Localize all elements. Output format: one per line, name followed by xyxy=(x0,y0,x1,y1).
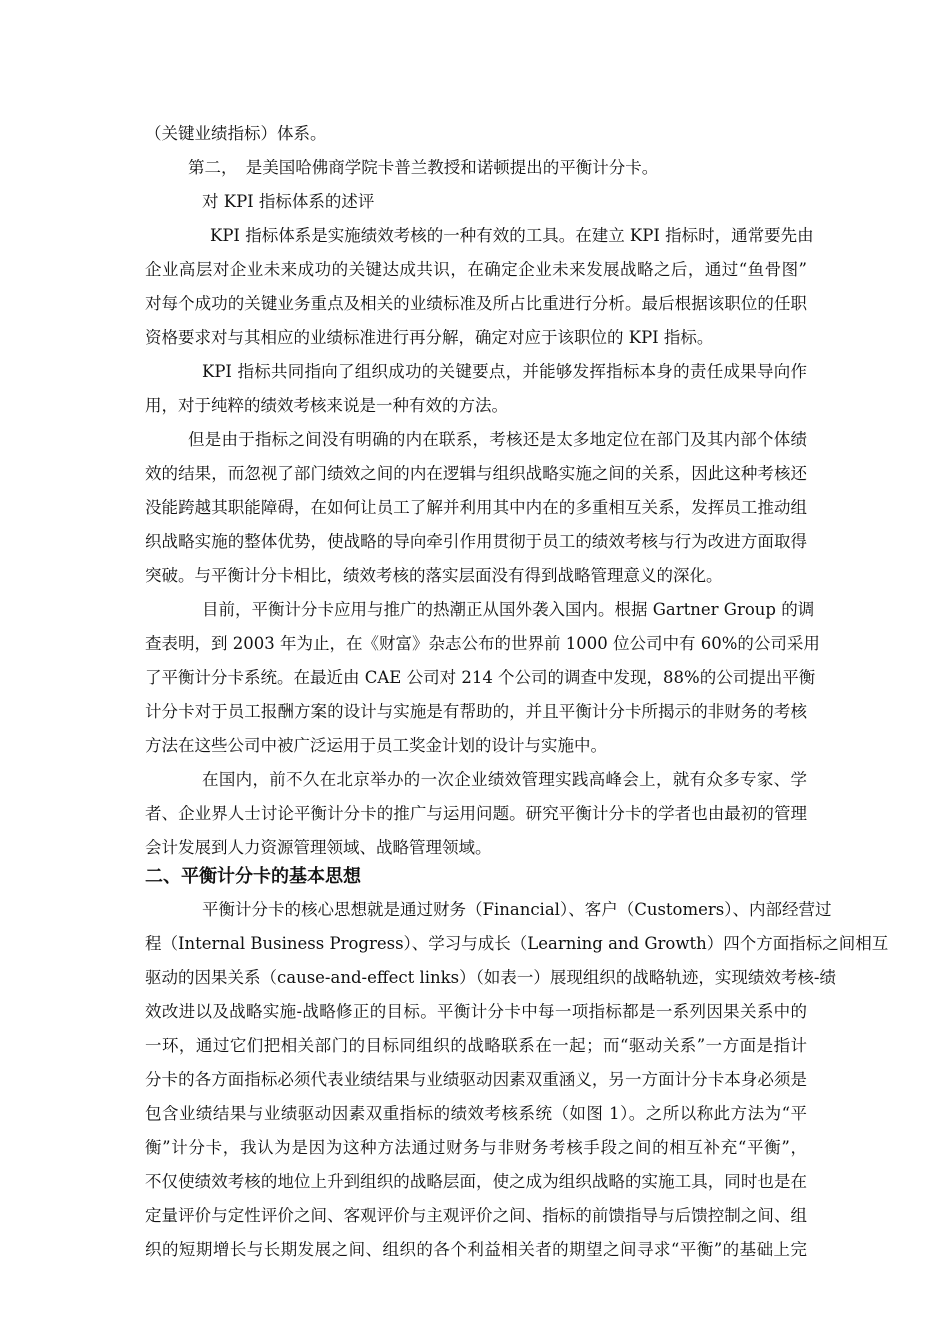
paragraph-line: 程（Internal Business Progress）、学习与成长（Learning and Growth）四个方面指标之间相互 xyxy=(145,934,889,953)
paragraph-line: （关键业绩指标）体系。 xyxy=(145,124,327,143)
paragraph-line: 一环，通过它们把相关部门的目标同组织的战略联系在一起；而“驱动关系”一方面是指计 xyxy=(145,1036,807,1055)
paragraph-line: 第二， 是美国哈佛商学院卡普兰教授和诺顿提出的平衡计分卡。 xyxy=(188,158,659,177)
paragraph-line: 计分卡对于员工报酬方案的设计与实施是有帮助的，并且平衡计分卡所揭示的非财务的考核 xyxy=(145,702,807,721)
paragraph-line: 了平衡计分卡系统。在最近由 CAE 公司对 214 个公司的调查中发现，88%的公司提出平衡 xyxy=(145,668,816,687)
paragraph-line: 在国内，前不久在北京举办的一次企业绩效管理实践高峰会上，就有众多专家、学 xyxy=(202,770,807,789)
paragraph-line: 分卡的各方面指标必须代表业绩结果与业绩驱动因素双重涵义，另一方面计分卡本身必须是 xyxy=(145,1070,807,1089)
paragraph-line: 没能跨越其职能障碍，在如何让员工了解并利用其中内在的多重相互关系，发挥员工推动组 xyxy=(145,498,807,517)
paragraph-line: 者、企业界人士讨论平衡计分卡的推广与运用问题。研究平衡计分卡的学者也由最初的管理 xyxy=(145,804,807,823)
paragraph-line: 包含业绩结果与业绩驱动因素双重指标的绩效考核系统（如图 1）。之所以称此方法为“平 xyxy=(145,1104,807,1123)
paragraph-line: 织战略实施的整体优势，使战略的导向牵引作用贯彻于员工的绩效考核与行为改进方面取得 xyxy=(145,532,807,551)
paragraph-line: 目前，平衡计分卡应用与推广的热潮正从国外袭入国内。根据 Gartner Group 的调 xyxy=(202,600,815,619)
paragraph-line: 平衡计分卡的核心思想就是通过财务（Financial）、客户（Customers）、内部经营过 xyxy=(202,900,832,919)
paragraph-line: 不仅使绩效考核的地位上升到组织的战略层面，使之成为组织战略的实施工具，同时也是在 xyxy=(145,1172,807,1191)
paragraph-line: 衡”计分卡，我认为是因为这种方法通过财务与非财务考核手段之间的相互补充“平衡”， xyxy=(145,1138,807,1157)
paragraph-line: 织的短期增长与长期发展之间、组织的各个利益相关者的期望之间寻求“平衡”的基础上完 xyxy=(145,1240,807,1259)
paragraph-line: 效改进以及战略实施-战略修正的目标。平衡计分卡中每一项指标都是一系列因果关系中的 xyxy=(145,1002,807,1021)
paragraph-line: 但是由于指标之间没有明确的内在联系，考核还是太多地定位在部门及其内部个体绩 xyxy=(188,430,807,449)
paragraph-line: 对每个成功的关键业务重点及相关的业绩标准及所占比重进行分析。最后根据该职位的任职 xyxy=(145,294,807,313)
paragraph-line: 定量评价与定性评价之间、客观评价与主观评价之间、指标的前馈指导与后馈控制之间、组 xyxy=(145,1206,807,1225)
paragraph-line: 用，对于纯粹的绩效考核来说是一种有效的方法。 xyxy=(145,396,508,415)
section-heading: 二、平衡计分卡的基本思想 xyxy=(145,866,361,887)
paragraph-line: 会计发展到人力资源管理领域、战略管理领域。 xyxy=(145,838,492,857)
paragraph-line: 方法在这些公司中被广泛运用于员工奖金计划的设计与实施中。 xyxy=(145,736,607,755)
paragraph-line: 资格要求对与其相应的业绩标准进行再分解，确定对应于该职位的 KPI 指标。 xyxy=(145,328,714,347)
paragraph-line: 查表明，到 2003 年为止，在《财富》杂志公布的世界前 1000 位公司中有 60%的公司采用 xyxy=(145,634,820,653)
paragraph-line: KPI 指标共同指向了组织成功的关键要点，并能够发挥指标本身的责任成果导向作 xyxy=(202,362,807,381)
paragraph-line: 效的结果，而忽视了部门绩效之间的内在逻辑与组织战略实施之间的关系，因此这种考核还 xyxy=(145,464,807,483)
paragraph-line: 突破。与平衡计分卡相比，绩效考核的落实层面没有得到战略管理意义的深化。 xyxy=(145,566,723,585)
paragraph-line: 企业高层对企业未来成功的关键达成共识，在确定企业未来发展战略之后，通过“鱼骨图” xyxy=(145,260,807,279)
paragraph-line: 驱动的因果关系（cause-and-effect links）（如表一）展现组织的战略轨迹，实现绩效考核-绩 xyxy=(145,968,836,987)
section-subtitle: 对 KPI 指标体系的述评 xyxy=(202,192,375,211)
paragraph-line: KPI 指标体系是实施绩效考核的一种有效的工具。在建立 KPI 指标时，通常要先由 xyxy=(210,226,814,245)
